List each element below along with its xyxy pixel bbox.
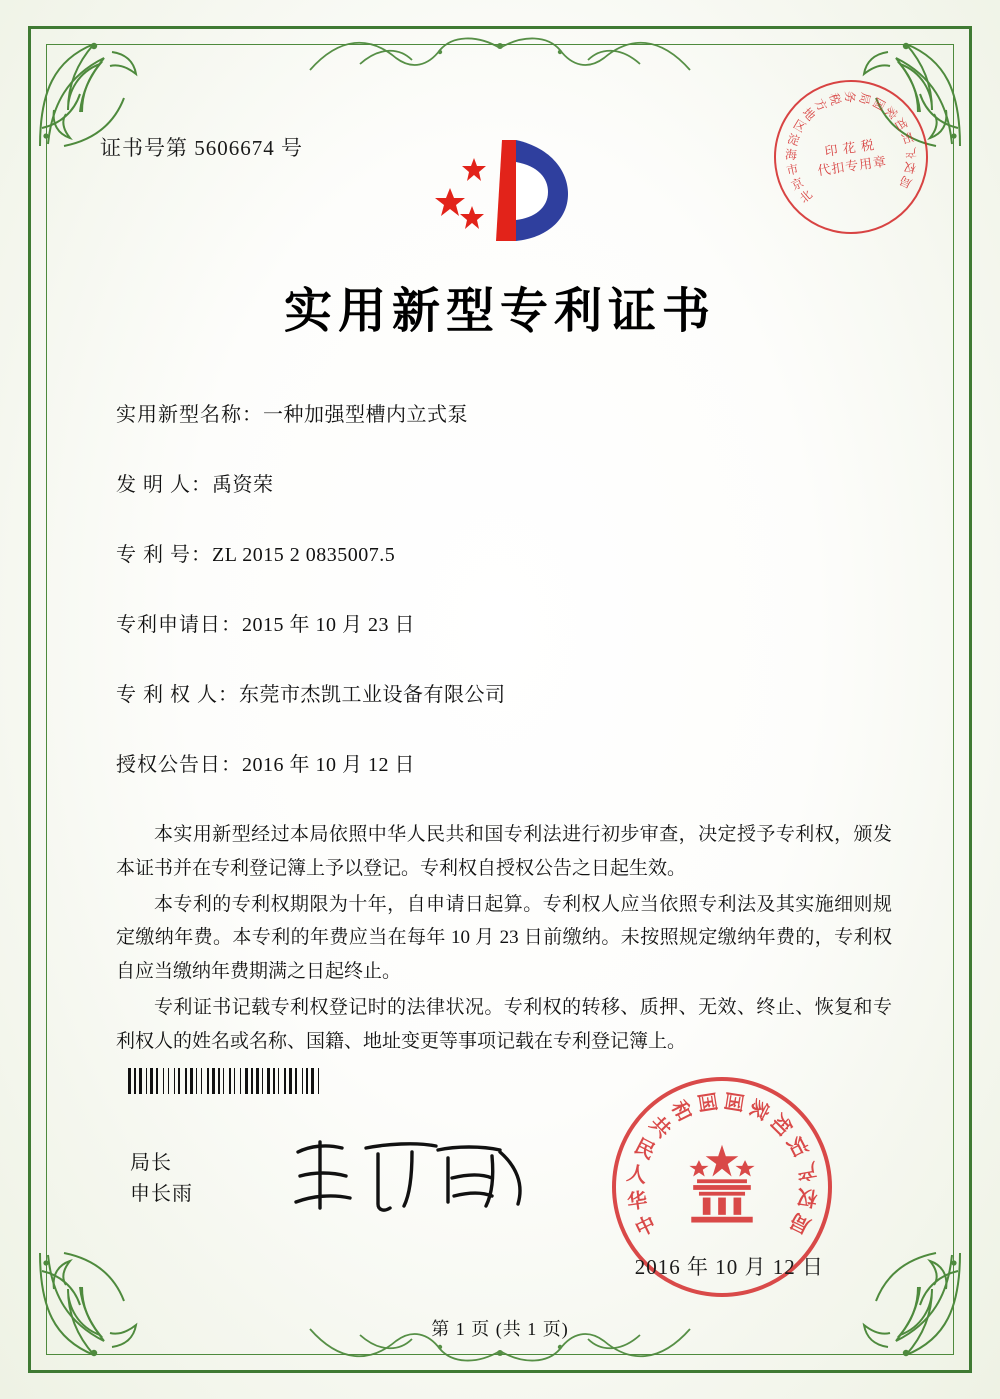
page-footer: 第 1 页 (共 1 页) xyxy=(431,1319,569,1339)
director-name: 申长雨 xyxy=(130,1183,193,1205)
field-application-date xyxy=(116,610,906,640)
tax-stamp-ring-text: 北 京 市 海 淀 区 地 方 税 务 局 国 家 知 识 产 权 局 xyxy=(784,90,918,206)
field-value: 一种加强型槽内立式泵 xyxy=(263,404,468,426)
field-value: 2016 年 10 月 12 日 xyxy=(242,754,415,776)
signature-block xyxy=(130,1148,193,1210)
field-patentee xyxy=(116,680,906,710)
field-inventor xyxy=(116,470,906,500)
field-label: 实用新型名称： xyxy=(116,404,263,426)
director-role-label: 局长 xyxy=(130,1152,172,1174)
paragraph-3: 专利证书记载专利权登记时的法律状况。专利权的转移、质押、无效、终止、恢复和专利权人的姓名或名称、国籍、地址变更等事项记载在专利登记簿上。 xyxy=(116,997,892,1052)
page-title: 实用新型专利证书 xyxy=(283,283,716,339)
field-label: 专 利 权 人： xyxy=(116,684,239,706)
field-label: 专利申请日： xyxy=(116,614,242,636)
paragraph-2: 本专利的专利权期限为十年，自申请日起算。专利权人应当依照专利法及其实施细则规定缴纳年费。本专利的年费应当在每年 10 月 23 日前缴纳。未按照规定缴纳年费的，专利权自应当缴纳年费期满之日起终止。 xyxy=(116,893,892,983)
certificate-number: 证书号第 5606674 号 xyxy=(100,136,303,160)
corner-ornament-bottom-right xyxy=(846,1247,966,1367)
body-text xyxy=(116,818,892,1061)
field-label: 专 利 号： xyxy=(116,544,212,566)
paragraph-1: 本实用新型经过本局依照中华人民共和国专利法进行初步审查，决定授予专利权，颁发本证书并在专利登记簿上予以登记。专利权自授权公告之日起生效。 xyxy=(116,824,892,879)
field-value: 东莞市杰凯工业设备有限公司 xyxy=(239,684,506,706)
patent-office-logo xyxy=(430,128,580,253)
field-grant-announcement-date xyxy=(116,750,906,780)
official-seal-ring-text: 中 华 人 民 共 和 国 国 家 知 识 产 权 局 xyxy=(625,1090,819,1242)
tax-stamp-line-2: 代扣专用章 xyxy=(816,153,888,178)
field-label: 授权公告日： xyxy=(116,754,242,776)
fields-list xyxy=(116,400,906,820)
certificate-barcode xyxy=(128,1068,390,1094)
national-emblem-icon xyxy=(674,1139,770,1235)
field-label: 发 明 人： xyxy=(116,474,212,496)
seal-date: 2016 年 10 月 12 日 xyxy=(634,1255,824,1279)
tax-stamp-line-1: 印 花 税 xyxy=(823,137,876,159)
field-utility-model-name xyxy=(116,400,906,430)
field-value: ZL 2015 2 0835007.5 xyxy=(212,544,396,566)
field-value: 禹资荣 xyxy=(212,474,274,496)
top-edge-ornament xyxy=(300,30,700,74)
corner-ornament-bottom-left xyxy=(34,1247,154,1367)
field-value: 2015 年 10 月 23 日 xyxy=(242,614,415,636)
field-patent-number xyxy=(116,540,906,570)
tax-stamp xyxy=(764,70,938,244)
handwritten-signature xyxy=(286,1132,536,1222)
